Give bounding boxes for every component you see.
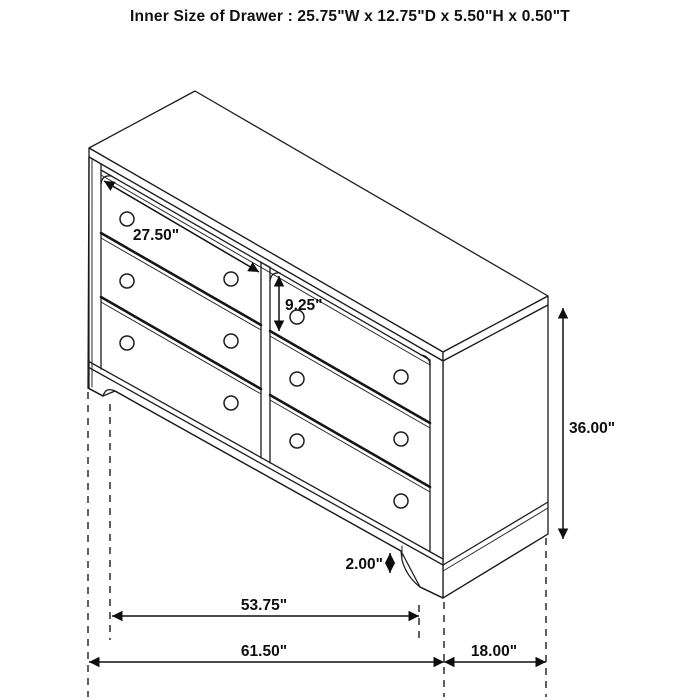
drawer-height-label: 9.25" [285, 297, 323, 314]
base-height-label: 2.00" [345, 556, 383, 573]
drawer-width-label: 27.50" [132, 227, 180, 244]
between-feet-label: 53.75" [240, 597, 288, 614]
overall-depth-label: 18.00" [470, 643, 518, 660]
dimension-overall-depth [444, 643, 546, 662]
dimension-overall-height [563, 308, 615, 539]
dimension-base-height [345, 553, 390, 573]
overall-width-label: 61.50" [240, 643, 288, 660]
overall-height-label: 36.00" [569, 420, 616, 437]
dimension-between-feet [112, 597, 419, 616]
dresser-body [88, 91, 548, 598]
page-title: Inner Size of Drawer : 25.75"W x 12.75"D x 5.50"H x 0.50"T [130, 8, 570, 25]
dimension-overall-width [89, 643, 444, 662]
